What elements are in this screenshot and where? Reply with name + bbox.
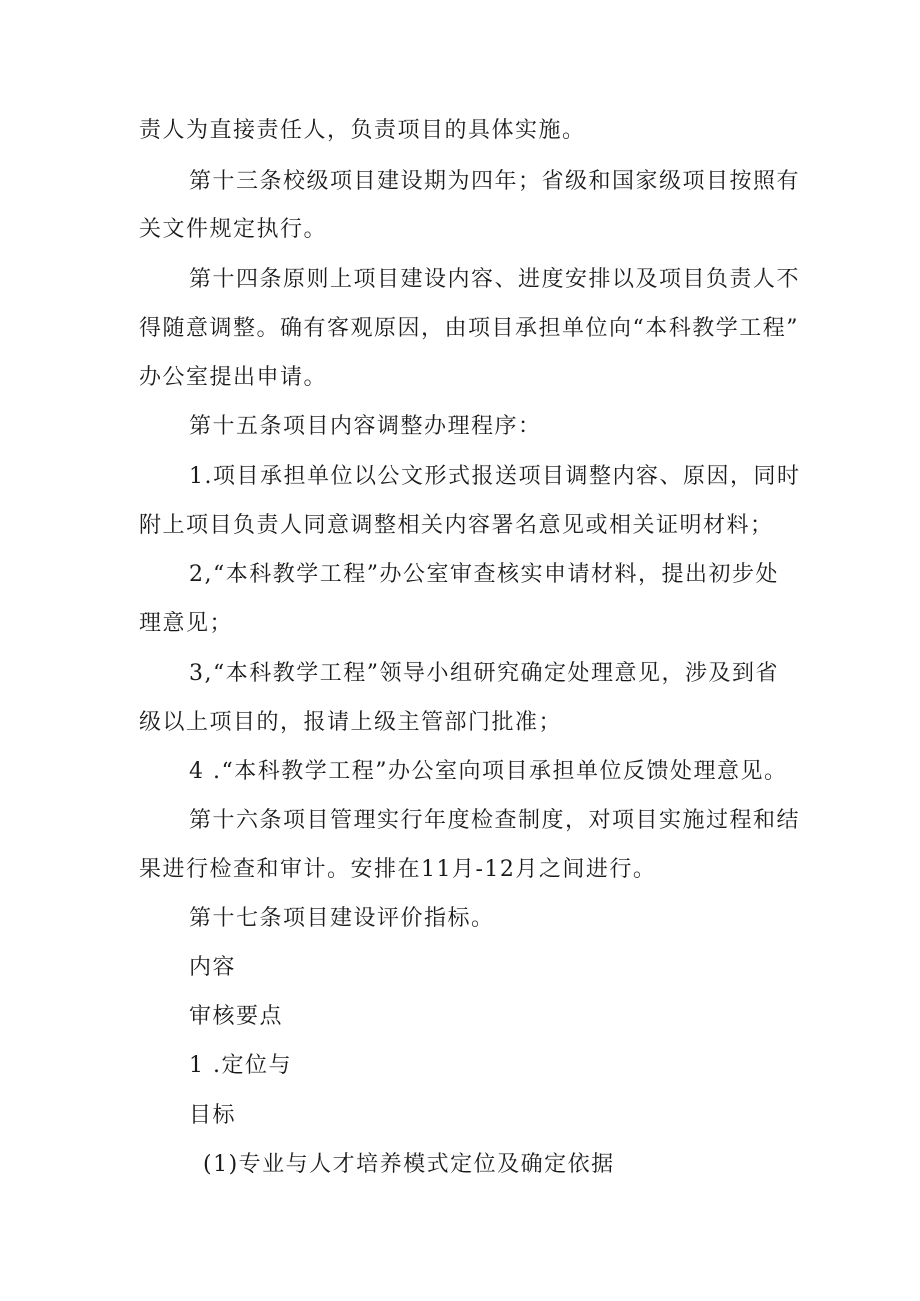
article-14-line-3: 办公室提出申请。	[139, 365, 328, 390]
article-13-line-1: 第十三条校级项目建设期为四年；省级和国家级项目按照有	[189, 169, 801, 194]
procedure-item-1-line-2: 附上项目负责人同意调整相关内容署名意见或相关证明材料；	[139, 513, 774, 538]
procedure-item-4: 4 .“本科教学工程”办公室向项目承担单位反馈处理意见。	[189, 759, 788, 784]
procedure-item-3-line-2: 级以上项目的，报请上级主管部门批准；	[139, 710, 563, 735]
procedure-item-1-line-1: 1.项目承担单位以公文形式报送项目调整内容、原因，同时	[189, 464, 801, 489]
paragraph-line: 责人为直接责任人，负责项目的具体实施。	[139, 118, 586, 143]
procedure-item-2-line-1: 2,“本科教学工程”办公室审查核实申请材料，提出初步处	[189, 562, 779, 587]
criterion-1-label-line-1: 1 .定位与	[189, 1053, 292, 1078]
criterion-1-point-1: (1)专业与人才培养模式定位及确定依据	[203, 1152, 615, 1177]
article-13-line-2: 关文件规定执行。	[139, 217, 328, 242]
article-14-line-2: 得随意调整。确有客观原因，由项目承担单位向“本科教学工程”	[139, 316, 799, 341]
article-14-line-1: 第十四条原则上项目建设内容、进度安排以及项目负责人不	[189, 267, 801, 292]
article-15-heading: 第十五条项目内容调整办理程序：	[189, 414, 542, 439]
article-17-heading: 第十七条项目建设评价指标。	[189, 906, 495, 931]
procedure-item-3-line-1: 3,“本科教学工程”领导小组研究确定处理意见，涉及到省	[189, 661, 779, 686]
article-16-line-2: 果进行检查和审计。安排在11月-12月之间进行。	[139, 857, 657, 882]
criterion-1-label-line-2: 目标	[189, 1103, 237, 1128]
table-header-review-points: 审核要点	[189, 1004, 284, 1029]
table-header-content: 内容	[189, 955, 237, 980]
article-16-line-1: 第十六条项目管理实行年度检查制度，对项目实施过程和结	[189, 808, 801, 833]
procedure-item-2-line-2: 理意见；	[139, 611, 234, 636]
